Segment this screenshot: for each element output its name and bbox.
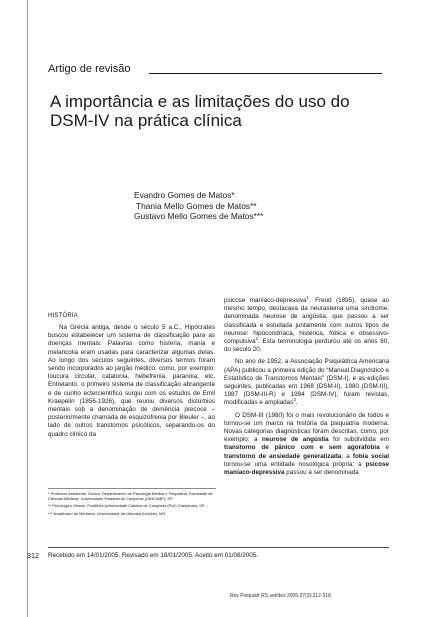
paragraph: psicose maníaco-depressiva$^1$. Freud (1895), quase ao mesmo tempo, destacava da neurastenia uma síndrome, denominada neurose de angústia, que passou a ser classificada e estudada juntamente com outros tipos de neurose: hipocondríaca, histérica, fóbica e obsessivo-compulsiva$^2$. Esta terminologia perdurou até os anos 80, do século 20. [224,294,389,354]
received-rule [48,547,389,548]
footnote: *** Acadêmico de Medicina, Universidade de Uberaba (Uniube), MG. [48,510,167,516]
footnote-rule [48,488,216,489]
journal-reference: Rev Psiquiatr RS set/dez 2005;27(3):312-318 [230,593,331,599]
paragraph: Na Grécia antiga, desde o século 5 a.C., Hipócrates buscou estabelecer um sistema de classificação para as doenças mentais. Palavras como histeria, mania e melancolia eram usadas para caracterizar algumas delas. Ao longo dos séculos seguintes, diversos termos foram sendo incorporados ao jargão médico, como, por exemplo: loucura circular, catatonia, hebefrenia, paranóia, etc. Entretanto, o primeiro sistema de classificação abrangente e de cunho ectercientífico surgiu com os estudos de Emil Kraepelin (1856-1926), que reuniu diversos distúrbios mentais sob a denominação de demência precoce – posteriormente chamada de esquizofrenia por Bleuler –, ao lado de outros transtornos psicóticos, separando-os do quadro clínico da [48,324,215,438]
author-1: Evandro Gomes de Matos* [134,190,235,200]
margin-rule [27,0,28,617]
author-list [134,190,263,222]
article-title: A importância e as limitações do uso do DSM-IV na prática clínica [50,92,350,130]
section-rule [149,73,382,74]
author-2: Thania Mello Gomes de Matos** [136,200,257,211]
section-label: Artigo de revisão [48,63,131,75]
body-column-right [224,294,389,477]
footnotes [48,491,216,518]
author-3: Gustavo Mello Gomes de Matos*** [134,211,264,221]
paragraph: No ano de 1952, a Associação Psiquiátrica Americana (APA) publicou a primeira edição do “Manual Diagnóstico e Estatístico de Transtornos Mentais” (DSM-I), e as edições seguintes, publicadas em 1968 (DSM-II), 1980 (DSM-III), 1987 (DSM-III-R) e 1994 (DSM-IV), foram revistas, modificadas e ampliadas$^3$. [224,358,389,407]
paragraph: O DSM-III (1980) foi o mais revolucionário de todos e tornou-se um marco na história da psiquiatria moderna. Novas categorias diagnósticas foram descritas, como, por exemplo: a neurose de angústia foi subdividida em transtorno de pânico com e sem agorafobia e transtorno de ansiedade generalizada; a fobia social tornou-se uma entidade nosológica própria; a psicose maníaco-depressiva passou a ser denominada [224,411,389,477]
body-column-left [48,324,215,439]
received-dates: Recebido em 14/01/2005. Revisado em 18/01/2005. Aceito em 01/08/2005. [48,552,259,559]
footnote: ** Psicóloga e Mestre, Pontifícia Universidade Católica de Campinas (PUC-Campinas), SP. [48,503,205,509]
section-heading: HISTÓRIA [48,313,78,319]
page-number: 312 [27,551,39,560]
footnote: * Professor Assistente, Doutor, Departamento de Psicologia Médica e Psiquiatria, Faculdade de Ciências Médicas, Universidade Estadual de Campinas (UNICAMP), SP. [48,491,213,502]
